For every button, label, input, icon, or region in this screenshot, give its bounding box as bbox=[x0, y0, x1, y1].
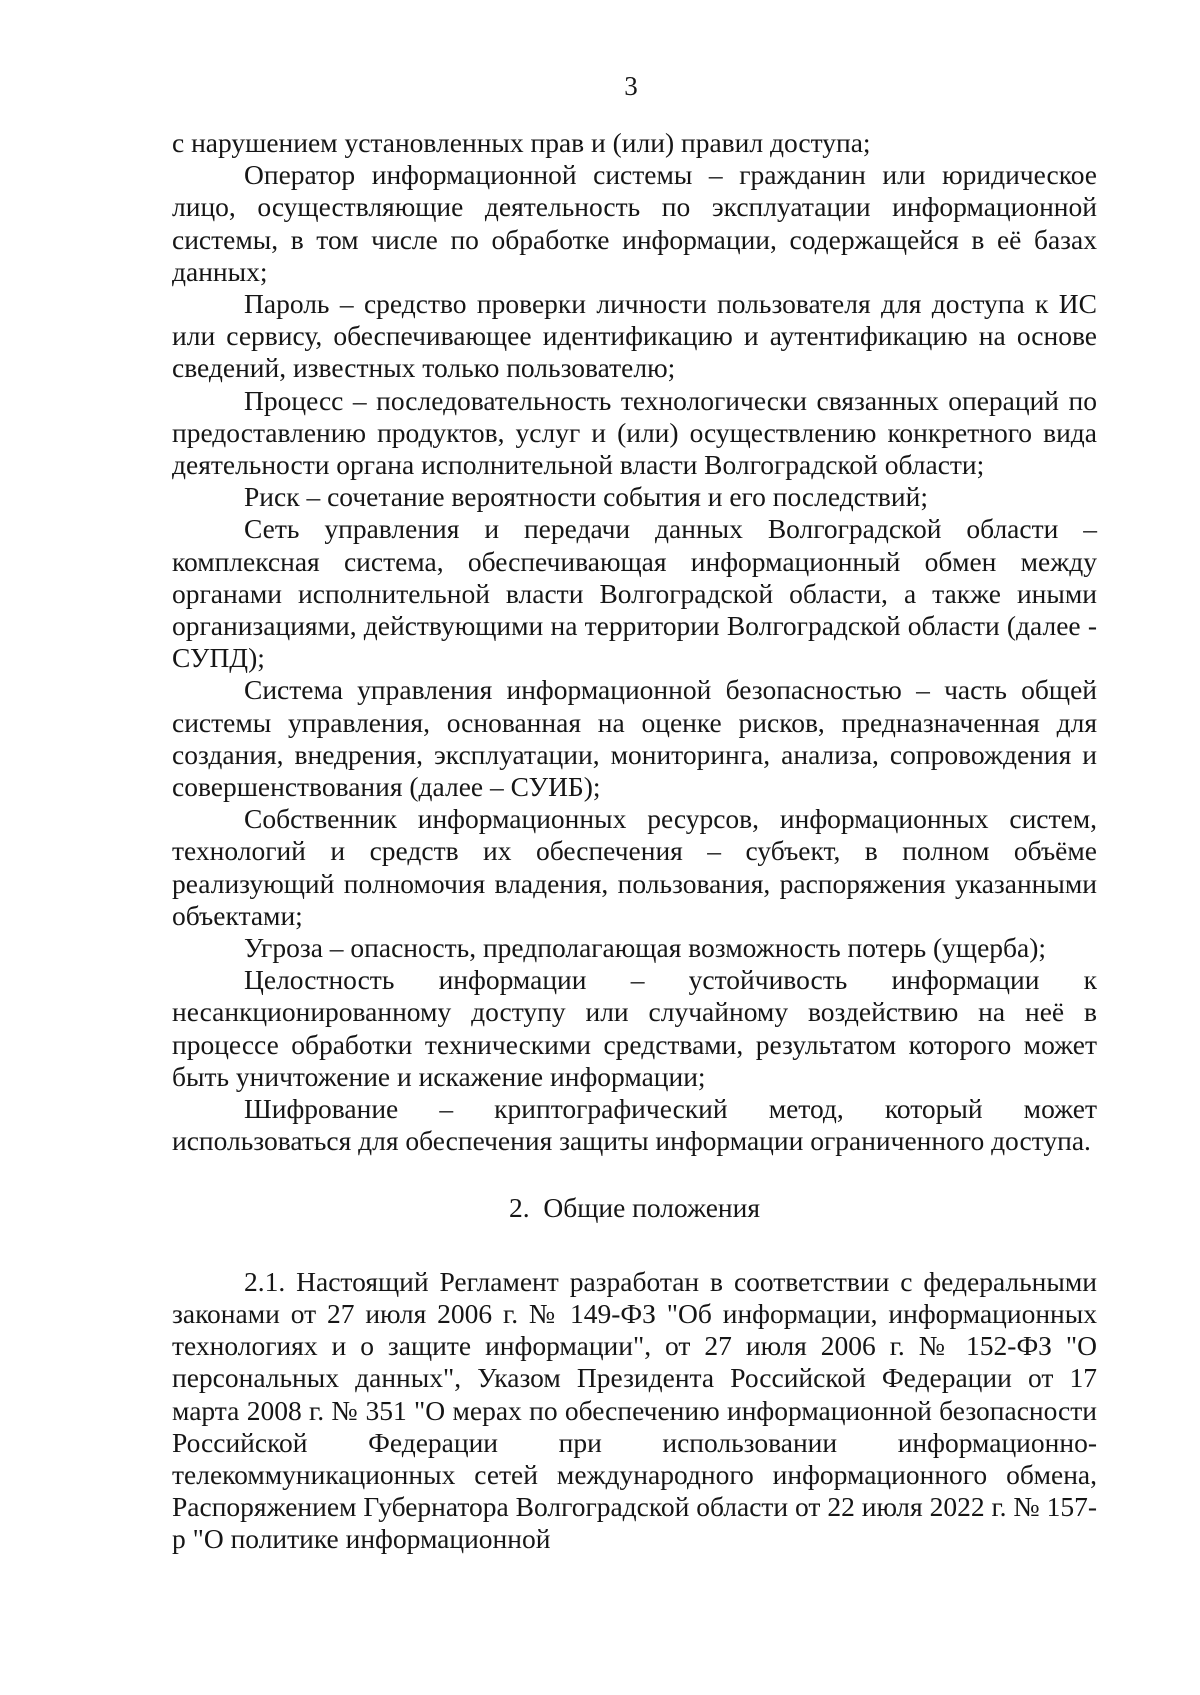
paragraph-definition-owner: Собственник информационных ресурсов, информационных систем, технологий и средств их обеспечения – субъект, в полном объёме реализующий полномочия владения, пользования, распоряжения указанными объектами; bbox=[172, 803, 1097, 931]
paragraph-definition-encryption: Шифрование – криптографический метод, который может использоваться для обеспечения защиты информации ограниченного доступа. bbox=[172, 1093, 1097, 1157]
paragraph-definition-process: Процесс – последовательность технологически связанных операций по предоставлению продуктов, услуг и (или) осуществлению конкретного вида деятельности органа исполнительной власти Волгоградской области; bbox=[172, 384, 1097, 481]
paragraph-definition-isms: Система управления информационной безопасностью – часть общей системы управления, основанная на оценке рисков, предназначенная для создания, внедрения, эксплуатации, мониторинга, анализа, сопровождения и совершенствования (далее – СУИБ); bbox=[172, 674, 1097, 803]
section-number: 2. bbox=[508, 1191, 530, 1223]
paragraph-2-1: 2.1. Настоящий Регламент разработан в соответствии с федеральными законами от 27 июля 2006 г. № 149-ФЗ "Об информации, информационных технологиях и о защите информации", от 27 июля 2006 г. № 152-ФЗ "О персональных данных", Указом Президента Российской Федерации от 17 марта 2008 г. № 351 "О мерах по обеспечению информационной безопасности Российской Федерации при использовании информационно-телекоммуникационных сетей международного информационного обмена, Распоряжением Губернатора Волгоградской области от 22 июля 2022 г. № 157-р "О политике информационной bbox=[172, 1265, 1097, 1555]
paragraph-definition-operator: Оператор информационной системы – гражданин или юридическое лицо, осуществляющие деятельность по эксплуатации информационной системы, в том числе по обработке информации, содержащейся в её базах данных; bbox=[172, 159, 1097, 287]
paragraph-definition-threat: Угроза – опасность, предполагающая возможность потерь (ущерба); bbox=[244, 932, 1047, 964]
document-body bbox=[172, 127, 1097, 1556]
paragraph-definition-risk: Риск – сочетание вероятности события и его последствий; bbox=[244, 481, 928, 513]
paragraph-continuation: с нарушением установленных прав и (или) правил доступа; bbox=[172, 127, 871, 158]
section-title: Общие положения bbox=[543, 1191, 761, 1223]
paragraph-definition-password: Пароль – средство проверки личности пользователя для доступа к ИС или сервису, обеспечивающее идентификацию и аутентификацию на основе сведений, известных только пользователю; bbox=[172, 288, 1097, 384]
paragraph-definition-network: Сеть управления и передачи данных Волгоградской области – комплексная система, обеспечивающая информационный обмен между органами исполнительной власти Волгоградской области, а также иными организациями, действующими на территории Волгоградской области (далее - СУПД); bbox=[172, 513, 1097, 674]
section-heading bbox=[172, 1192, 1097, 1224]
page-number: 3 bbox=[624, 71, 638, 101]
paragraph-definition-integrity: Целостность информации – устойчивость информации к несанкционированному доступу или случайному воздействию на неё в процессе обработки техническими средствами, результатом которого может быть уничтожение и искажение информации; bbox=[172, 964, 1097, 1092]
